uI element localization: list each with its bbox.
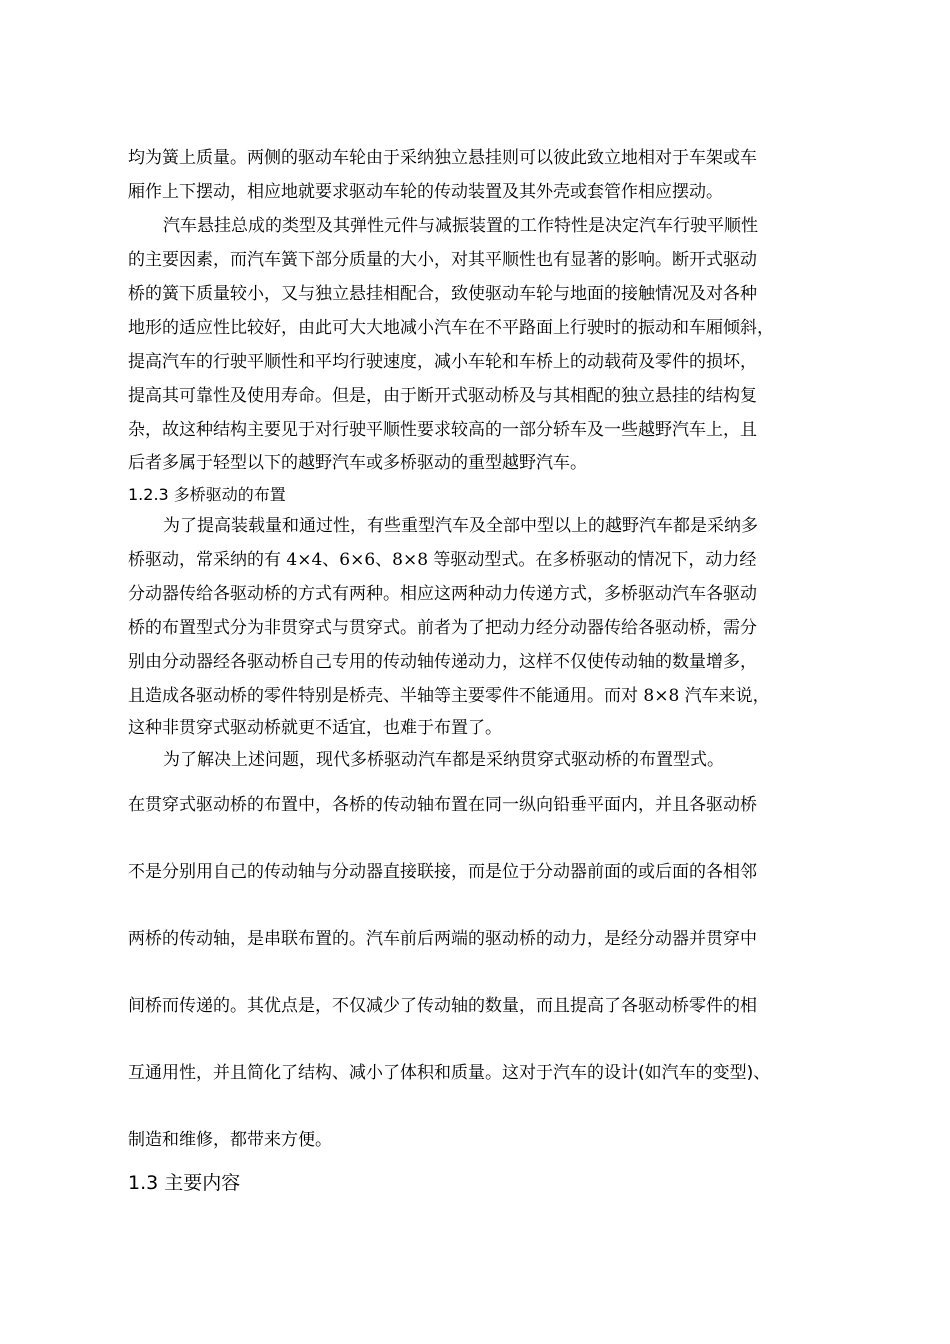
paragraph-line: 制造和维修，都带来方便。	[128, 1130, 332, 1150]
paragraph-line: 别由分动器经各驱动桥自己专用的传动轴传递动力，这样不仅使传动轴的数量增多，	[128, 652, 757, 672]
paragraph-line: 为了提高装载量和通过性，有些重型汽车及全部中型以上的越野汽车都是采纳多	[163, 516, 758, 536]
paragraph-line: 间桥而传递的。其优点是，不仅减少了传动轴的数量，而且提高了各驱动桥零件的相	[128, 996, 757, 1016]
paragraph-line: 且造成各驱动桥的零件特别是桥壳、半轴等主要零件不能通用。而对 8×8 汽车来说，	[128, 686, 770, 706]
paragraph-line: 桥的簧下质量较小，又与独立悬挂相配合，致使驱动车轮与地面的接触情况及对各种	[128, 284, 757, 304]
paragraph-line: 桥驱动，常采纳的有 4×4、6×6、8×8 等驱动型式。在多桥驱动的情况下，动力经	[128, 550, 757, 570]
paragraph-line: 提高其可靠性及使用寿命。但是，由于断开式驱动桥及与其相配的独立悬挂的结构复	[128, 386, 757, 406]
paragraph-line: 提高汽车的行驶平顺性和平均行驶速度，减小车轮和车桥上的动载荷及零件的损坏，	[128, 352, 757, 372]
paragraph-line: 分动器传给各驱动桥的方式有两种。相应这两种动力传递方式，多桥驱动汽车各驱动	[128, 584, 757, 604]
paragraph-line: 杂，故这种结构主要见于对行驶平顺性要求较高的一部分轿车及一些越野汽车上，且	[128, 420, 757, 440]
paragraph-line: 为了解决上述问题，现代多桥驱动汽车都是采纳贯穿式驱动桥的布置型式。	[163, 750, 724, 770]
paragraph-line: 桥的布置型式分为非贯穿式与贯穿式。前者为了把动力经分动器传给各驱动桥，需分	[128, 618, 757, 638]
paragraph-line: 两桥的传动轴，是串联布置的。汽车前后两端的驱动桥的动力，是经分动器并贯穿中	[128, 929, 757, 949]
paragraph-line: 后者多属于轻型以下的越野汽车或多桥驱动的重型越野汽车。	[128, 453, 587, 473]
section-heading: 1.3 主要内容	[128, 1172, 241, 1194]
paragraph-line: 不是分别用自己的传动轴与分动器直接联接，而是位于分动器前面的或后面的各相邻	[128, 862, 757, 882]
paragraph-line: 互通用性，并且简化了结构、减小了体积和质量。这对于汽车的设计(如汽车的变型)、	[128, 1063, 771, 1083]
paragraph-line: 汽车悬挂总成的类型及其弹性元件与减振装置的工作特性是决定汽车行驶平顺性	[163, 216, 758, 236]
paragraph-line: 这种非贯穿式驱动桥就更不适宜，也难于布置了。	[128, 718, 502, 738]
paragraph-line: 厢作上下摆动，相应地就要求驱动车轮的传动装置及其外壳或套管作相应摆动。	[128, 182, 723, 202]
paragraph-line: 均为簧上质量。两侧的驱动车轮由于采纳独立悬挂则可以彼此致立地相对于车架或车	[128, 148, 757, 168]
section-heading: 1.2.3 多桥驱动的布置	[128, 485, 286, 504]
paragraph-line: 在贯穿式驱动桥的布置中，各桥的传动轴布置在同一纵向铅垂平面内，并且各驱动桥	[128, 795, 757, 815]
paragraph-line: 地形的适应性比较好，由此可大大地减小汽车在不平路面上行驶时的振动和车厢倾斜，	[128, 318, 774, 338]
paragraph-line: 的主要因素，而汽车簧下部分质量的大小，对其平顺性也有显著的影响。断开式驱动	[128, 250, 757, 270]
